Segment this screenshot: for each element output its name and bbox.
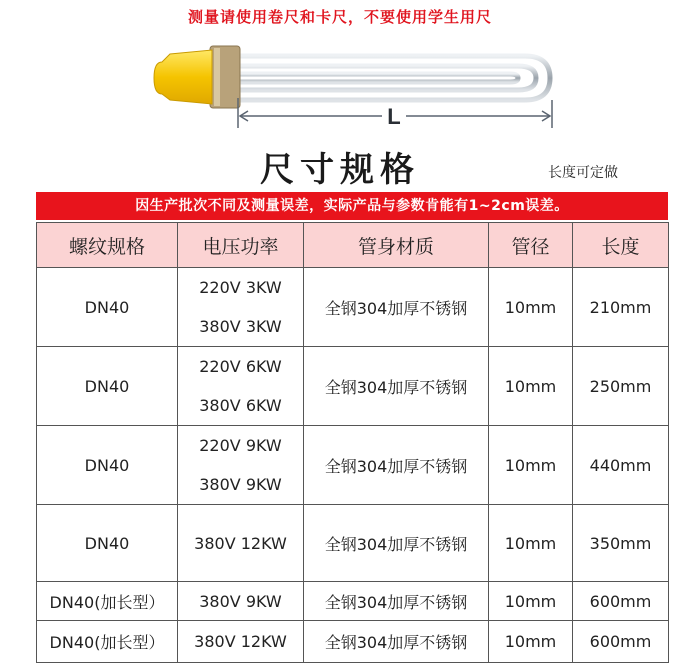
- cell-thread: DN40: [37, 426, 178, 505]
- power-value: 380V 3KW: [199, 317, 282, 336]
- cell-length: 440mm: [573, 426, 669, 505]
- cell-power: [178, 426, 304, 505]
- table-row: [37, 621, 669, 663]
- cell-power: [178, 268, 304, 347]
- header-power: 电压功率: [178, 223, 304, 268]
- cell-material: 全钢304加厚不锈钢: [304, 426, 489, 505]
- cell-material: 全钢304加厚不锈钢: [304, 582, 489, 621]
- cell-material: 全钢304加厚不锈钢: [304, 347, 489, 426]
- cell-length: 600mm: [573, 621, 669, 663]
- cell-length: 210mm: [573, 268, 669, 347]
- cell-material: 全钢304加厚不锈钢: [304, 268, 489, 347]
- table-header-row: [37, 223, 669, 268]
- cell-power: [178, 347, 304, 426]
- cell-thread: DN40(加长型）: [37, 621, 178, 663]
- cell-length: 350mm: [573, 505, 669, 582]
- cell-length: 250mm: [573, 347, 669, 426]
- cell-material: 全钢304加厚不锈钢: [304, 505, 489, 582]
- cell-power: 380V 12KW: [178, 621, 304, 663]
- cell-diameter: 10mm: [489, 426, 573, 505]
- cell-diameter: 10mm: [489, 268, 573, 347]
- cell-length: 600mm: [573, 582, 669, 621]
- cell-diameter: 10mm: [489, 582, 573, 621]
- cell-thread: DN40: [37, 347, 178, 426]
- cell-power: 380V 12KW: [178, 505, 304, 582]
- spec-table: [36, 222, 669, 663]
- cell-thread: DN40: [37, 268, 178, 347]
- table-row: [37, 347, 669, 426]
- yellow-cap: [154, 50, 212, 104]
- power-value: 220V 9KW: [199, 436, 282, 455]
- cell-power: 380V 9KW: [178, 582, 304, 621]
- header-material: 管身材质: [304, 223, 489, 268]
- table-row: [37, 426, 669, 505]
- custom-length-note: 长度可定做: [548, 165, 618, 181]
- measurement-note: 测量请使用卷尺和卡尺，不要使用学生用尺: [187, 8, 492, 26]
- heating-element-image: [140, 28, 560, 128]
- steel-tubes: [238, 56, 550, 100]
- cell-material: 全钢304加厚不锈钢: [304, 621, 489, 663]
- power-value: 380V 9KW: [199, 475, 282, 494]
- cell-thread: DN40: [37, 505, 178, 582]
- cell-diameter: 10mm: [489, 505, 573, 582]
- cell-diameter: 10mm: [489, 621, 573, 663]
- table-row: [37, 582, 669, 621]
- header-thread: 螺纹规格: [37, 223, 178, 268]
- power-value: 220V 6KW: [199, 357, 282, 376]
- header-length: 长度: [573, 223, 669, 268]
- cell-thread: DN40(加长型）: [37, 582, 178, 621]
- table-row: [37, 505, 669, 582]
- page-title: 尺寸规格: [260, 150, 420, 190]
- cell-diameter: 10mm: [489, 347, 573, 426]
- power-value: 380V 6KW: [199, 396, 282, 415]
- power-value: 220V 3KW: [199, 278, 282, 297]
- length-label: L: [387, 104, 401, 128]
- error-banner: 因生产批次不同及测量误差，实际产品与参数肯能有1~2cm误差。: [36, 192, 668, 220]
- header-diameter: 管径: [489, 223, 573, 268]
- table-row: [37, 268, 669, 347]
